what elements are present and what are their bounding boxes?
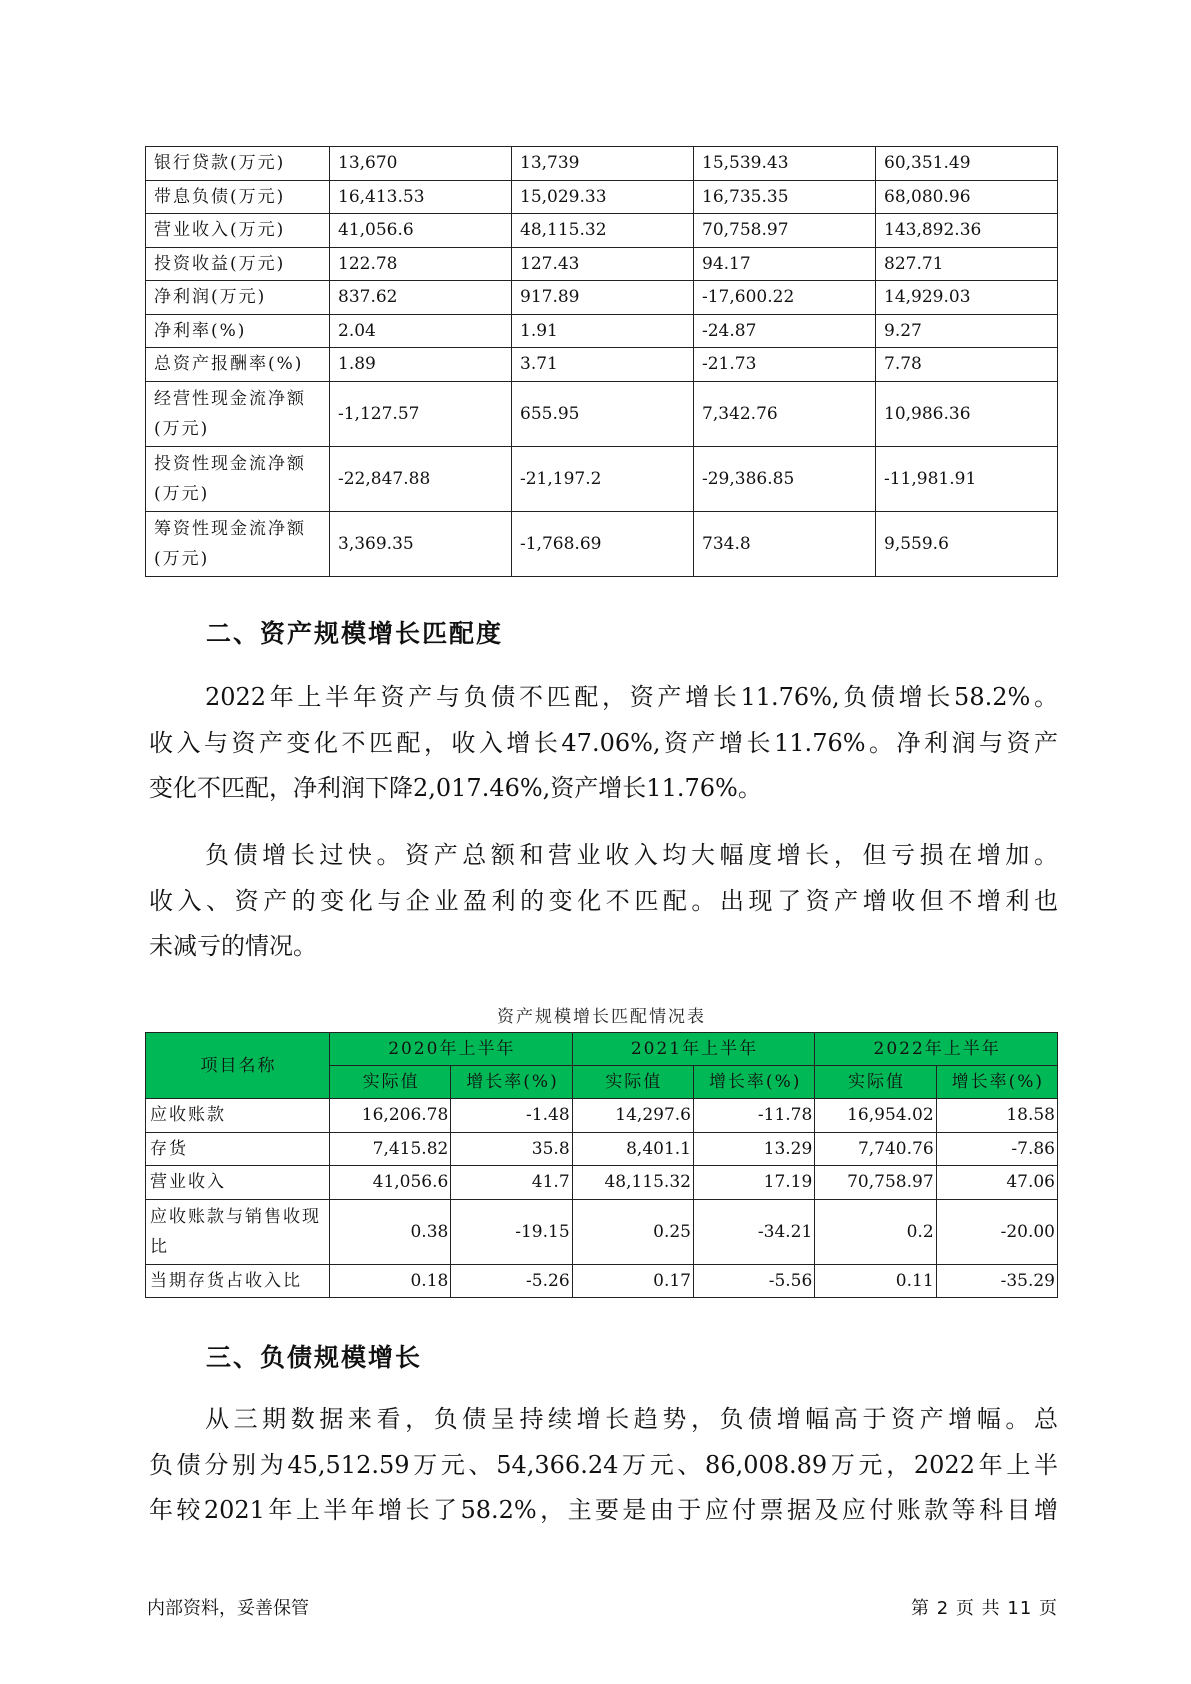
paragraph-line: 负债分别为45,512.59万元、54,366.24万元、86,008.89万元，2022年上半 xyxy=(149,1450,1058,1479)
value-cell: 13,670 xyxy=(330,147,512,181)
value-cell: 47.06 xyxy=(936,1166,1057,1200)
label-cell: 当期存货占收入比 xyxy=(146,1264,330,1298)
value-cell: 0.25 xyxy=(572,1199,693,1264)
footer-page-number: 第 2 页 共 11 页 xyxy=(911,1598,1058,1619)
value-cell: -1,768.69 xyxy=(512,511,694,576)
table-row xyxy=(146,1166,1058,1200)
value-cell: 70,758.97 xyxy=(815,1166,936,1200)
paragraph-line: 收入、资产的变化与企业盈利的变化不匹配。出现了资产增收但不增利也 xyxy=(149,886,1058,915)
value-cell: 827.71 xyxy=(876,247,1058,281)
table-row xyxy=(146,381,1058,446)
value-cell: 14,297.6 xyxy=(572,1099,693,1133)
asset-growth-match-table xyxy=(145,1032,1058,1298)
value-cell: -17,600.22 xyxy=(694,281,876,315)
value-cell: -21.73 xyxy=(694,348,876,382)
value-cell: 917.89 xyxy=(512,281,694,315)
value-cell: 0.18 xyxy=(330,1264,451,1298)
value-cell: 3.71 xyxy=(512,348,694,382)
value-cell: 7,740.76 xyxy=(815,1132,936,1166)
paragraph-line: 从三期数据来看，负债呈持续增长趋势，负债增幅高于资产增幅。总 xyxy=(205,1405,1058,1433)
section-heading-asset-growth: 二、资产规模增长匹配度 xyxy=(206,619,504,648)
value-cell: -1,127.57 xyxy=(330,381,512,446)
header-actual-value: 实际值 xyxy=(815,1066,936,1099)
label-cell: 投资收益(万元) xyxy=(146,247,330,281)
table-row xyxy=(146,1264,1058,1298)
value-cell: 41,056.6 xyxy=(330,214,512,248)
paragraph-line: 2022年上半年资产与负债不匹配，资产增长11.76%,负债增长58.2%。 xyxy=(205,683,1058,711)
value-cell: 41,056.6 xyxy=(330,1166,451,1200)
value-cell: 1.91 xyxy=(512,314,694,348)
value-cell: 3,369.35 xyxy=(330,511,512,576)
value-cell: -21,197.2 xyxy=(512,446,694,511)
value-cell: 15,539.43 xyxy=(694,147,876,181)
label-cell: 应收账款与销售收现比 xyxy=(146,1199,330,1264)
table-row xyxy=(146,314,1058,348)
value-cell: -1.48 xyxy=(451,1099,572,1133)
paragraph-line: 变化不匹配，净利润下降2,017.46%,资产增长11.76%。 xyxy=(149,774,762,802)
value-cell: -20.00 xyxy=(936,1199,1057,1264)
header-growth-rate: 增长率(%) xyxy=(936,1066,1057,1099)
value-cell: 16,735.35 xyxy=(694,180,876,214)
value-cell: 0.11 xyxy=(815,1264,936,1298)
value-cell: 122.78 xyxy=(330,247,512,281)
value-cell: -7.86 xyxy=(936,1132,1057,1166)
value-cell: 16,206.78 xyxy=(330,1099,451,1133)
table-row xyxy=(146,147,1058,181)
value-cell: 60,351.49 xyxy=(876,147,1058,181)
value-cell: 13.29 xyxy=(693,1132,814,1166)
header-actual-value: 实际值 xyxy=(572,1066,693,1099)
value-cell: 7,342.76 xyxy=(694,381,876,446)
label-cell: 营业收入 xyxy=(146,1166,330,1200)
value-cell: -5.26 xyxy=(451,1264,572,1298)
table-row xyxy=(146,1099,1058,1133)
label-cell: 投资性现金流净额(万元) xyxy=(146,446,330,511)
value-cell: 2.04 xyxy=(330,314,512,348)
value-cell: 143,892.36 xyxy=(876,214,1058,248)
financial-indicators-table xyxy=(145,146,1058,577)
value-cell: 41.7 xyxy=(451,1166,572,1200)
value-cell: -11.78 xyxy=(693,1099,814,1133)
footer-confidential: 内部资料，妥善保管 xyxy=(147,1598,309,1619)
header-item-name: 项目名称 xyxy=(146,1033,330,1099)
header-growth-rate: 增长率(%) xyxy=(451,1066,572,1099)
header-period: 2021年上半年 xyxy=(572,1033,815,1066)
value-cell: 70,758.97 xyxy=(694,214,876,248)
paragraph-liability-growth xyxy=(149,833,1058,970)
table-row xyxy=(146,348,1058,382)
value-cell: 18.58 xyxy=(936,1099,1057,1133)
value-cell: -29,386.85 xyxy=(694,446,876,511)
header-growth-rate: 增长率(%) xyxy=(693,1066,814,1099)
value-cell: 9.27 xyxy=(876,314,1058,348)
section-heading-liability-growth: 三、负债规模增长 xyxy=(206,1343,423,1372)
value-cell: 734.8 xyxy=(694,511,876,576)
value-cell: 17.19 xyxy=(693,1166,814,1200)
value-cell: 7,415.82 xyxy=(330,1132,451,1166)
paragraph-line: 负债增长过快。资产总额和营业收入均大幅度增长，但亏损在增加。 xyxy=(205,841,1058,869)
value-cell: 48,115.32 xyxy=(572,1166,693,1200)
label-cell: 营业收入(万元) xyxy=(146,214,330,248)
value-cell: 14,929.03 xyxy=(876,281,1058,315)
paragraph-line: 未减亏的情况。 xyxy=(149,932,317,960)
value-cell: 68,080.96 xyxy=(876,180,1058,214)
value-cell: 837.62 xyxy=(330,281,512,315)
value-cell: -22,847.88 xyxy=(330,446,512,511)
value-cell: 13,739 xyxy=(512,147,694,181)
label-cell: 净利润(万元) xyxy=(146,281,330,315)
header-actual-value: 实际值 xyxy=(330,1066,451,1099)
label-cell: 筹资性现金流净额(万元) xyxy=(146,511,330,576)
value-cell: 35.8 xyxy=(451,1132,572,1166)
label-cell: 带息负债(万元) xyxy=(146,180,330,214)
value-cell: -11,981.91 xyxy=(876,446,1058,511)
header-period: 2020年上半年 xyxy=(330,1033,573,1066)
label-cell: 应收账款 xyxy=(146,1099,330,1133)
value-cell: 16,954.02 xyxy=(815,1099,936,1133)
table-row xyxy=(146,511,1058,576)
table-row xyxy=(146,180,1058,214)
label-cell: 总资产报酬率(%) xyxy=(146,348,330,382)
paragraph-line: 年较2021年上半年增长了58.2%，主要是由于应付票据及应付账款等科目增 xyxy=(149,1496,1058,1524)
value-cell: -24.87 xyxy=(694,314,876,348)
value-cell: 10,986.36 xyxy=(876,381,1058,446)
value-cell: -19.15 xyxy=(451,1199,572,1264)
value-cell: 8,401.1 xyxy=(572,1132,693,1166)
value-cell: -35.29 xyxy=(936,1264,1057,1298)
paragraph-liability-trend xyxy=(149,1397,1058,1534)
paragraph-line: 收入与资产变化不匹配，收入增长47.06%,资产增长11.76%。净利润与资产 xyxy=(149,728,1058,757)
value-cell: 0.2 xyxy=(815,1199,936,1264)
value-cell: 0.38 xyxy=(330,1199,451,1264)
value-cell: 16,413.53 xyxy=(330,180,512,214)
value-cell: 15,029.33 xyxy=(512,180,694,214)
label-cell: 存货 xyxy=(146,1132,330,1166)
table-row xyxy=(146,1132,1058,1166)
value-cell: 9,559.6 xyxy=(876,511,1058,576)
value-cell: 127.43 xyxy=(512,247,694,281)
value-cell: 655.95 xyxy=(512,381,694,446)
table-row xyxy=(146,281,1058,315)
value-cell: 1.89 xyxy=(330,348,512,382)
value-cell: 0.17 xyxy=(572,1264,693,1298)
table-row xyxy=(146,214,1058,248)
value-cell: -34.21 xyxy=(693,1199,814,1264)
label-cell: 净利率(%) xyxy=(146,314,330,348)
value-cell: 94.17 xyxy=(694,247,876,281)
label-cell: 经营性现金流净额(万元) xyxy=(146,381,330,446)
table-row xyxy=(146,446,1058,511)
table-row xyxy=(146,1199,1058,1264)
value-cell: 48,115.32 xyxy=(512,214,694,248)
header-period: 2022年上半年 xyxy=(815,1033,1058,1066)
label-cell: 银行贷款(万元) xyxy=(146,147,330,181)
value-cell: 7.78 xyxy=(876,348,1058,382)
paragraph-asset-mismatch xyxy=(149,675,1058,812)
value-cell: -5.56 xyxy=(693,1264,814,1298)
table-row xyxy=(146,247,1058,281)
table-caption: 资产规模增长匹配情况表 xyxy=(497,1007,706,1027)
